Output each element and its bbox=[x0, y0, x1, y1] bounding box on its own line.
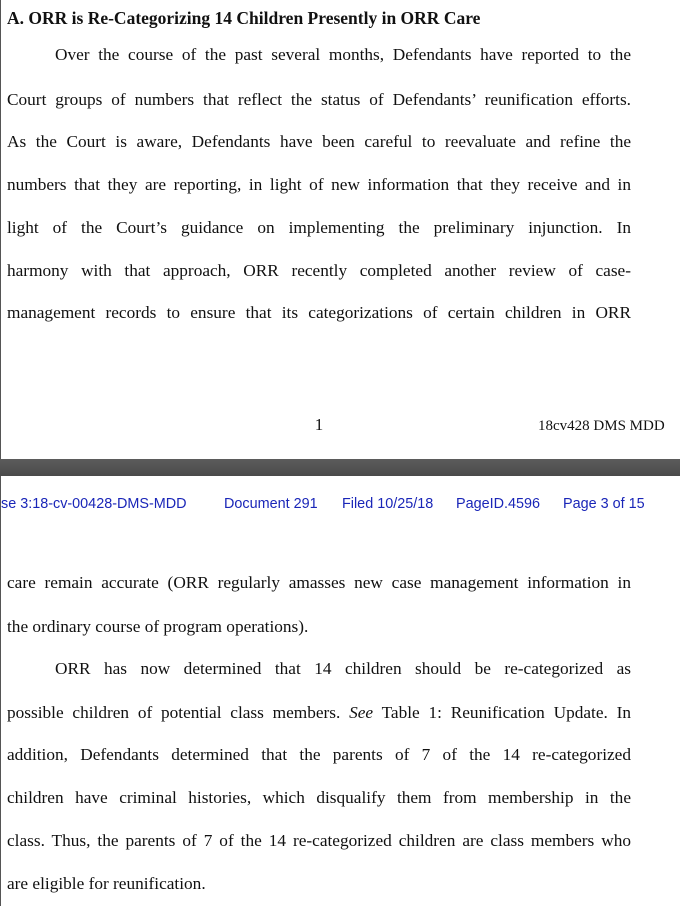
ecf-page-id: PageID.4596 bbox=[456, 496, 541, 512]
paragraph-line: class. Thus, the parents of 7 of the 14 re-categorized children are class members who bbox=[7, 831, 631, 850]
paragraph-line: the ordinary course of program operations). bbox=[7, 617, 309, 636]
ecf-page-count: Page 3 of 15 bbox=[563, 496, 645, 512]
paragraph-line: ORR has now determined that 14 children should be re-categorized as bbox=[55, 659, 631, 678]
paragraph-line: harmony with that approach, ORR recently completed another review of case- bbox=[7, 261, 631, 280]
case-number-footer: 18cv428 DMS MDD bbox=[538, 418, 665, 434]
line-text: possible children of potential class members. bbox=[7, 703, 350, 722]
paragraph-line: addition, Defendants determined that the parents of 7 of the 14 re-categorized bbox=[7, 745, 631, 764]
paragraph-line: Court groups of numbers that reflect the status of Defendants’ reunification efforts. bbox=[7, 90, 631, 109]
line-text: Table 1: Reunification Update. In bbox=[373, 703, 631, 722]
paragraph-line: As the Court is aware, Defendants have been careful to reevaluate and refine the bbox=[7, 132, 631, 151]
paragraph-line: care remain accurate (ORR regularly amasses new case management information in bbox=[7, 573, 631, 592]
paragraph-line: Over the course of the past several months, Defendants have reported to the bbox=[55, 45, 631, 64]
page-separator bbox=[0, 459, 680, 476]
paragraph-line: are eligible for reunification. bbox=[7, 874, 206, 893]
section-heading: A. ORR is Re-Categorizing 14 Children Presently in ORR Care bbox=[7, 8, 481, 28]
paragraph-line: children have criminal histories, which disqualify them from membership in the bbox=[7, 788, 631, 807]
paragraph-line: numbers that they are reporting, in light of new information that they receive and in bbox=[7, 175, 631, 194]
paragraph-line: light of the Court’s guidance on implementing the preliminary injunction. In bbox=[7, 218, 631, 237]
ecf-case-number: se 3:18-cv-00428-DMS-MDD bbox=[1, 496, 187, 512]
paragraph-line: management records to ensure that its categorizations of certain children in ORR bbox=[7, 303, 631, 322]
ecf-document-number: Document 291 bbox=[224, 496, 318, 512]
paragraph-line-with-citation bbox=[7, 702, 631, 724]
see-signal: See bbox=[349, 703, 374, 722]
document-page-lower bbox=[0, 476, 680, 906]
ecf-filing-header bbox=[1, 493, 680, 515]
page-number: 1 bbox=[314, 415, 324, 434]
ecf-filed-date: Filed 10/25/18 bbox=[342, 496, 434, 512]
